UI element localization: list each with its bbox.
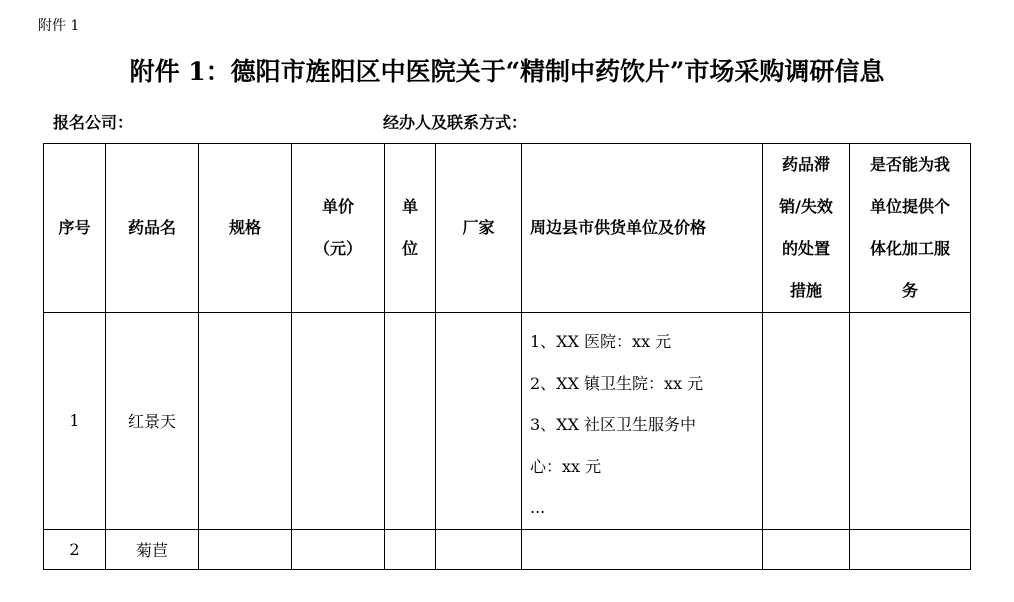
cell-drug-name: 红景天 <box>106 313 199 530</box>
table-header-row <box>44 144 971 313</box>
header-drug-name: 药品名 <box>106 144 199 313</box>
header-unit: 单 位 <box>385 144 436 313</box>
supplier-line: 2、XX 镇卫生院：xx 元 <box>530 373 704 393</box>
contact-field-label: 经办人及联系方式： <box>383 113 528 132</box>
supplier-line: ... <box>530 498 546 517</box>
header-nearby-suppliers: 周边县市供货单位及价格 <box>522 144 763 313</box>
header-custom-processing: 是否能为我 单位提供个 体化加工服 务 <box>850 144 971 313</box>
cell-unit-price <box>292 529 385 569</box>
header-serial: 序号 <box>44 144 106 313</box>
cell-unit <box>385 529 436 569</box>
cell-drug-name: 菊苣 <box>106 529 199 569</box>
cell-disposal <box>763 313 850 530</box>
cell-manufacturer <box>436 313 522 530</box>
cell-nearby-suppliers <box>522 529 763 569</box>
header-manufacturer: 厂家 <box>436 144 522 313</box>
table-row <box>44 529 971 569</box>
header-unit-price: 单价 （元） <box>292 144 385 313</box>
supplier-line: 1、XX 医院：xx 元 <box>530 332 672 351</box>
supplier-line: 3、XX 社区卫生服务中 <box>530 415 697 434</box>
header-disposal: 药品滞 销/失效 的处置 措施 <box>763 144 850 313</box>
cell-serial: 2 <box>44 529 106 569</box>
company-field-label: 报名公司： <box>53 113 134 132</box>
survey-table <box>43 143 971 570</box>
cell-disposal <box>763 529 850 569</box>
supplier-line: 心：xx 元 <box>530 456 602 476</box>
cell-custom-processing <box>850 313 971 530</box>
header-spec: 规格 <box>199 144 292 313</box>
document-title: 附件 1：德阳市旌阳区中医院关于“精制中药饮片”市场采购调研信息 <box>129 57 885 86</box>
cell-unit-price <box>292 313 385 530</box>
attachment-label: 附件 1 <box>38 18 80 34</box>
cell-unit <box>385 313 436 530</box>
cell-manufacturer <box>436 529 522 569</box>
cell-custom-processing <box>850 529 971 569</box>
table-row <box>44 313 971 530</box>
cell-spec <box>199 313 292 530</box>
cell-serial: 1 <box>44 313 106 530</box>
cell-nearby-suppliers <box>522 313 763 530</box>
cell-spec <box>199 529 292 569</box>
